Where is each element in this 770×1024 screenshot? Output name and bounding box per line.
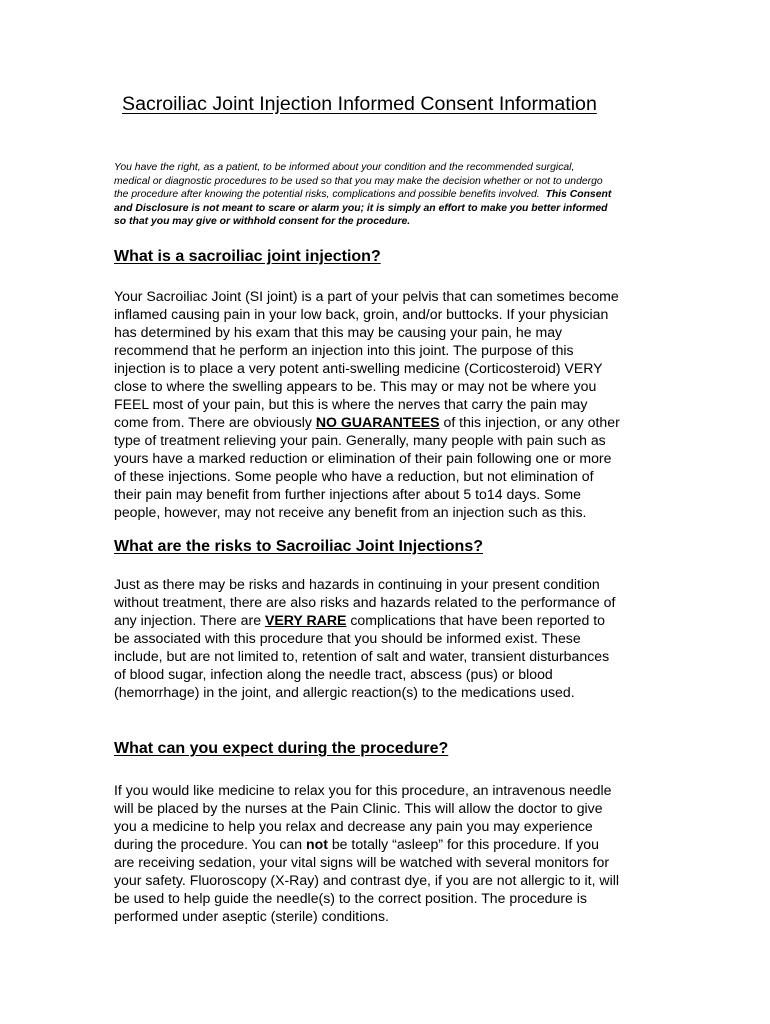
body-line: close to where the swelling appears to be. This may or may not be where you (114, 378, 597, 394)
section-body-what-is (114, 287, 674, 521)
section-body-expect (114, 781, 674, 925)
intro-line: You have the right, as a patient, to be informed about your condition and the recommended surgical, (114, 162, 575, 173)
not-emphasis: not (305, 836, 328, 852)
body-line: Your Sacroiliac Joint (SI joint) is a part of your pelvis that can sometimes become (114, 288, 619, 304)
body-line: without treatment, there are also risks and hazards related to the performance of (114, 594, 616, 610)
body-line: has determined by his exam that this may be causing your pain, he may (114, 324, 563, 340)
body-text: during the procedure. You can (114, 836, 306, 852)
body-line (114, 835, 674, 853)
body-line (114, 611, 674, 629)
body-text: any injection. There are (114, 612, 265, 628)
body-line: inflamed causing pain in your low back, groin, and/or buttocks. If your physician (114, 306, 609, 322)
body-line: be used to help guide the needle(s) to the correct position. The procedure is (114, 890, 587, 906)
intro-bold-text: This Consent (545, 189, 612, 201)
section-heading-risks: What are the risks to Sacroiliac Joint Injections? (114, 538, 483, 555)
body-line: Just as there may be risks and hazards in continuing in your present condition (114, 576, 600, 592)
body-line: are receiving sedation, your vital signs will be watched with several monitors for (114, 854, 610, 870)
body-line: people, however, may not receive any benefit from an injection such as this. (114, 504, 587, 520)
body-line: yours have a marked reduction or elimination of their pain following one or more (114, 450, 612, 466)
body-line: of these injections. Some people who have a reduction, but not elimination of (114, 468, 594, 484)
body-line: of blood sugar, infection along the needle tract, abscess (pus) or blood (114, 666, 553, 682)
body-line: If you would like medicine to relax you for this procedure, an intravenous needle (114, 782, 612, 798)
body-text: be totally “asleep” for this procedure. If you (327, 836, 599, 852)
body-line: performed under aseptic (sterile) conditions. (114, 908, 389, 924)
body-line: include, but are not limited to, retention of salt and water, transient disturbances (114, 648, 610, 664)
body-line: (hemorrhage) in the joint, and allergic reaction(s) to the medications used. (114, 684, 575, 700)
intro-paragraph (114, 161, 674, 229)
intro-bold-line: and Disclosure is not meant to scare or alarm you; it is simply an effort to make you better informed (114, 202, 608, 214)
body-line: FEEL most of your pain, but this is where the nerves that carry the pain may (114, 396, 588, 412)
document-title: Sacroiliac Joint Injection Informed Consent Information (122, 93, 597, 115)
body-line: you a medicine to help you relax and decrease any pain you may experience (114, 818, 593, 834)
section-body-risks (114, 575, 674, 701)
intro-line: medical or diagnostic procedures to be used so that you may make the decision whether or not to undergo (114, 175, 603, 187)
body-text: come from. There are obviously (114, 414, 316, 430)
body-line: type of treatment relieving your pain. Generally, many people with pain such as (114, 432, 606, 448)
no-guarantees-emphasis: NO GUARANTEES (315, 414, 440, 430)
body-line: their pain may benefit from further injections after about 5 to14 days. Some (114, 486, 581, 502)
body-line: be associated with this procedure that you should be informed exist. These (114, 630, 581, 646)
section-heading-expect: What can you expect during the procedure? (114, 740, 449, 757)
very-rare-emphasis: VERY RARE (264, 612, 347, 628)
body-line: your safety. Fluoroscopy (X-Ray) and contrast dye, if you are not allergic to it, will (114, 872, 619, 888)
body-line: will be placed by the nurses at the Pain Clinic. This will allow the doctor to give (114, 800, 603, 816)
body-line: injection is to place a very potent anti-swelling medicine (Corticosteroid) VERY (114, 360, 603, 376)
intro-bold-line: so that you may give or withhold consent for the procedure. (114, 216, 411, 228)
body-line (114, 413, 674, 431)
section-heading-what-is: What is a sacroiliac joint injection? (114, 248, 381, 265)
body-line: recommend that he perform an injection into this joint. The purpose of this (114, 342, 574, 358)
body-text: of this injection, or any other (439, 414, 620, 430)
intro-line: the procedure after knowing the potential risks, complications and possible benefits involved. (114, 189, 540, 201)
body-text: complications that have been reported to (346, 612, 605, 628)
